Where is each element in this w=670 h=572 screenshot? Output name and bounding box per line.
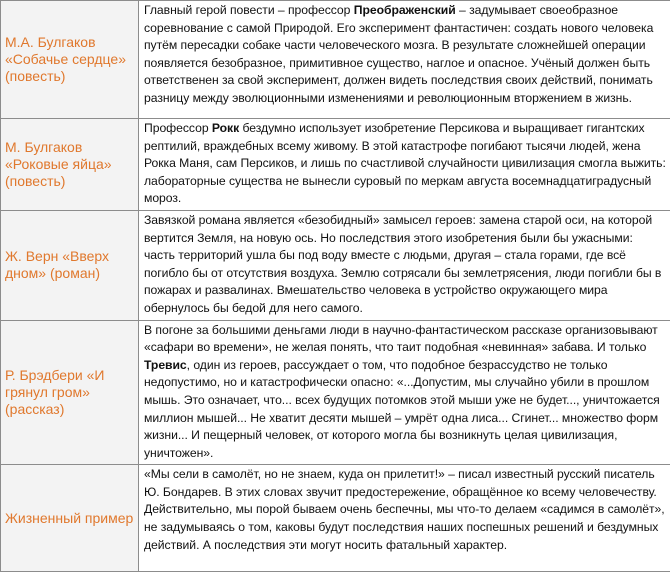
description-text [139,321,670,465]
character-name: Рокк [212,121,239,135]
description-cell [139,465,670,572]
description-fragment: В погоне за большими деньгами люди в научно-фантастическом рассказе организовывают «сафари во времени», не желая понять, что таит подобная «невинная» забава. И только [144,323,658,355]
table-row [1,1,670,119]
description-fragment: Профессор [144,121,212,135]
work-title-cell [1,320,139,465]
description-text [139,465,670,556]
description-cell [139,119,670,211]
work-title-cell [1,210,139,320]
description-text [139,211,670,320]
description-text [139,1,670,110]
description-fragment: , один из героев, рассуждает о том, что подобное безрассудство не только недопустимо, но и катастрофически опасно: «...Допустим, мы случайно убили в прошлом мышь. Это означает, что... всех будущих потомков этой мыши уже не будет..., уничтожается миллион мышей... Не хватит десяти мышей – умрёт одна лиса... Сгинет... множество форм жизни... И пещерный человек, от которого могла бы возникнуть целая цивилизация, уничтожен». [144,358,660,460]
work-title: Жизненный пример [1,510,138,527]
work-title: М. Булгаков «Роковые яйца» (повесть) [1,139,138,190]
description-fragment: Завязкой романа является «безобидный» замысел героев: замена старой оси, на которой вертится Земля, на новую ось. Но последствия этого изобретения были бы ужасными: часть территорий ушла бы под воду вместе с людьми, другая – стала горами, где всё погибло бы от отсутствия воздуха. Землю сотрясали бы землетрясения, люди погибли бы в пожарах и развалинах. Вмешательство человека в устройство окружающего мира обернулось бы бедой для него самого. [144,213,661,315]
description-text [139,119,670,210]
description-fragment: Главный герой повести – профессор [144,3,354,17]
table-row [1,119,670,211]
character-name: Тревис [144,358,187,372]
description-fragment: – задумывает своеобразное соревнование с самой Природой. Его эксперимент фантастичен: создать нового человека путём пересадки собаке части человеческого мозга. В результате сложнейшей операции появляется безобразное, примитивное существо, наглое и опасное. Учёный должен быть ответственен за свой эксперимент, должен видеть последствия своих действий, понимать разницу между эволюционными изменениями и революционным вторжением в жизнь. [144,3,653,105]
work-title: Ж. Верн «Вверх дном» (роман) [1,248,138,282]
table-row [1,465,670,572]
table-row [1,320,670,465]
description-fragment: «Мы сели в самолёт, но не знаем, куда он прилетит!» – писал известный русский писатель Ю. Бондарев. В этих словах звучит предостережение, обращённое ко всему человечеству. Действительно, мы порой бываем очень беспечны, мы что-то делаем «садимся в самолёт», не задумываясь о том, каковы будут последствия наших поспешных решений и бездумных действий. А последствия эти могут носить фатальный характер. [144,467,665,551]
description-fragment: бездумно использует изобретение Персикова и выращивает гигантских рептилий, враждебных всему живому. В этой катастрофе погибают тысячи людей, жена Рокка Маня, сам Персиков, и лишь по счастливой случайности цивилизация смогла выжить: лабораторные существа не вынесли суровый по меркам августа восемнадцатиградусный мороз. [144,121,666,205]
work-title-cell [1,465,139,572]
character-name: Преображенский [354,3,456,17]
work-title-cell [1,1,139,119]
description-cell [139,320,670,465]
table-row [1,210,670,320]
description-cell [139,1,670,119]
work-title-cell [1,119,139,211]
work-title: Р. Брэдбери «И грянул гром» (рассказ) [1,367,138,418]
work-title: М.А. Булгаков «Собачье сердце» (повесть) [1,34,138,85]
description-cell [139,210,670,320]
